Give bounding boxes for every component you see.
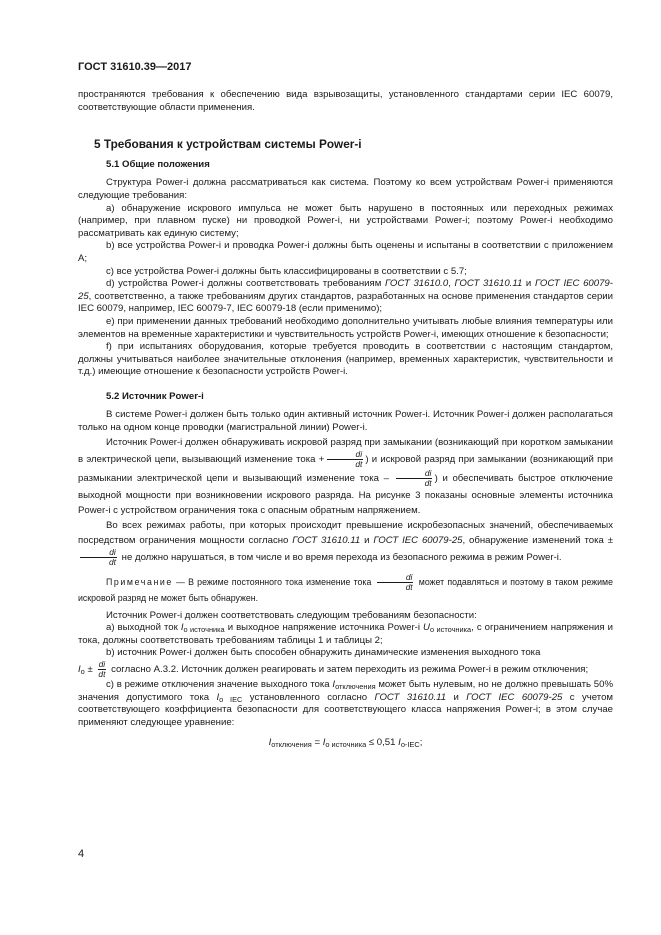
paragraph: Источник Power-i должен обнаруживать искровой разряд при замыкании (возникающий при коротком замыкании в электрической цепи, вызывающий изменение тока + $\frac{di}{dt}$ ) и искровой разряд при замыкании (возникающий при размыкании электрической цепи и вызывающий изменение тока – $\frac{di}{dt}$ ) и обеспечивать быстрое отключение выходной мощности при возникновении искрового разряда. На рисунке 3 показаны основные элементы источника Power-i с устройством ограничения тока с опасным обратным напряжением.: [78, 436, 614, 516]
standard-ref: ГОСТ 31610.0: [384, 278, 449, 290]
standard-ref: ГОСТ IEC 60079-25: [78, 278, 613, 302]
requirement-a: а) выходной ток $I_{о источника}$ и выходное напряжение источника Power-i $U_{о источника}$, с ограничением напряжения и тока, должны соответствовать требованиям таблицы 1 и таблицы 2;: [78, 622, 613, 646]
intro-paragraph: пространяются требования к обеспечению вида взрывозащиты, установленного стандартами серии IEC 60079, соответствующие области применения.: [78, 89, 613, 113]
list-item-e: e) при применении данных требований необходимо дополнительно учитывать любые влияния температуры или элементов на временные характеристики и чувствительность устройств Power-i, имеющих отношение к безопасности;: [78, 315, 613, 340]
section-5-heading: 5 Требования к устройствам системы Power-i: [94, 137, 362, 152]
section-5-2-heading: 5.2 Источник Power-i: [106, 390, 204, 402]
requirement-b: b) источник Power-i должен быть способен обнаружить динамические изменения выходного тока: [106, 647, 541, 659]
di-dt-fraction: $\frac{di}{dt}$: [377, 573, 414, 592]
list-item-c: c) все устройства Power-i должны быть классифицированы в соответствии с 5.7;: [106, 265, 467, 277]
standard-ref: ГОСТ 31610.11: [454, 278, 523, 290]
di-dt-fraction: $\frac{di}{dt}$: [326, 450, 363, 469]
di-dt-fraction: $\frac{di}{dt}$: [396, 469, 433, 488]
paragraph: Структура Power-i должна рассматриваться как система. Поэтому ко всем устройствам Power-i применяются следующие требования:: [78, 177, 613, 201]
paragraph: В системе Power-i должен быть только один активный источник Power-i. Источник Power-i должен располагаться только на одном конце проводки (магистральной линии) Power-i.: [78, 409, 613, 434]
paragraph: Источник Power-i должен соответствовать следующим требованиям безопасности:: [106, 609, 477, 621]
paragraph: Во всех режимах работы, при которых происходит превышение искробезопасных значений, обеспечиваемых посредством ограничения мощности согласно ГОСТ 31610.11 и ГОСТ IEC 60079-25, обнаружение изменений тока ± $\frac{di}{dt}$ не должно нарушаться, в том числе и во время перехода из безопасного режима в режим Power-i.: [78, 519, 613, 567]
page-number: 4: [78, 848, 85, 860]
section-5-1-heading: 5.1 Общие положения: [106, 158, 210, 170]
di-dt-fraction: $\frac{di}{dt}$: [98, 659, 106, 680]
equation: $I_{отключения} = I_{о источника} \le 0,51$ $I_{о-IEC}$;: [268, 737, 423, 750]
list-item-d: d) устройства Power-i должны соответствовать требованиям ГОСТ 31610.0, ГОСТ 31610.11 и ГОСТ IEC 60079-25, соответственно, а также требованиям других стандартов, разработанных на основе применения стандартов серии IEC 60079, например, IEC 60079-7, IEC 60079-18 (если применимо);: [78, 278, 613, 315]
di-dt-fraction: $\frac{di}{dt}$: [80, 548, 117, 567]
document-header: ГОСТ 31610.39—2017: [78, 61, 192, 73]
requirement-b-cont: $I_о$ ± $\frac{di}{dt}$ согласно А.3.2. Источник должен реагировать и затем переходить из режима Power-i в режим отключения;: [78, 659, 589, 680]
list-item-b: b) все устройства Power-i и проводка Power-i должны быть оценены и испытаны в соответствии с приложением А;: [78, 240, 613, 264]
note: Примечание — В режиме постоянного тока изменение тока $\frac{di}{dt}$ может подавляться и поэтому в таком режиме искровой разряд не может быть обнаружен.: [78, 571, 613, 603]
requirement-c: c) в режиме отключения значение выходного тока $I_{отключения}$ может быть нулевым, но не должно превышать 50% значения допустимого тока $I_{о IEC}$ установленного согласно ГОСТ 31610.11 и ГОСТ IEC 60079-25 с учетом соответствующего коэффициента безопасности для соответствующего класса напряжения Power-i; в этом случае применяют следующее уравнение:: [78, 679, 613, 728]
list-item-f: f) при испытаниях оборудования, которые требуется проводить в соответствии с настоящим стандартом, должны учитываться наиболее значительные отклонения (например, временных характеристик, чувствительности и т.д.) имеющие отношение к безопасности устройств Power-i.: [78, 341, 613, 378]
list-item-a: а) обнаружение искрового импульса не может быть нарушено в постоянных или переходных режимах (например, при плавном пуске) ни проводкой Power-i, ни устройствами Power-i; поэтому Power-i необходимо рассматривать как единую систему;: [78, 202, 613, 239]
page-content: [78, 89, 613, 750]
